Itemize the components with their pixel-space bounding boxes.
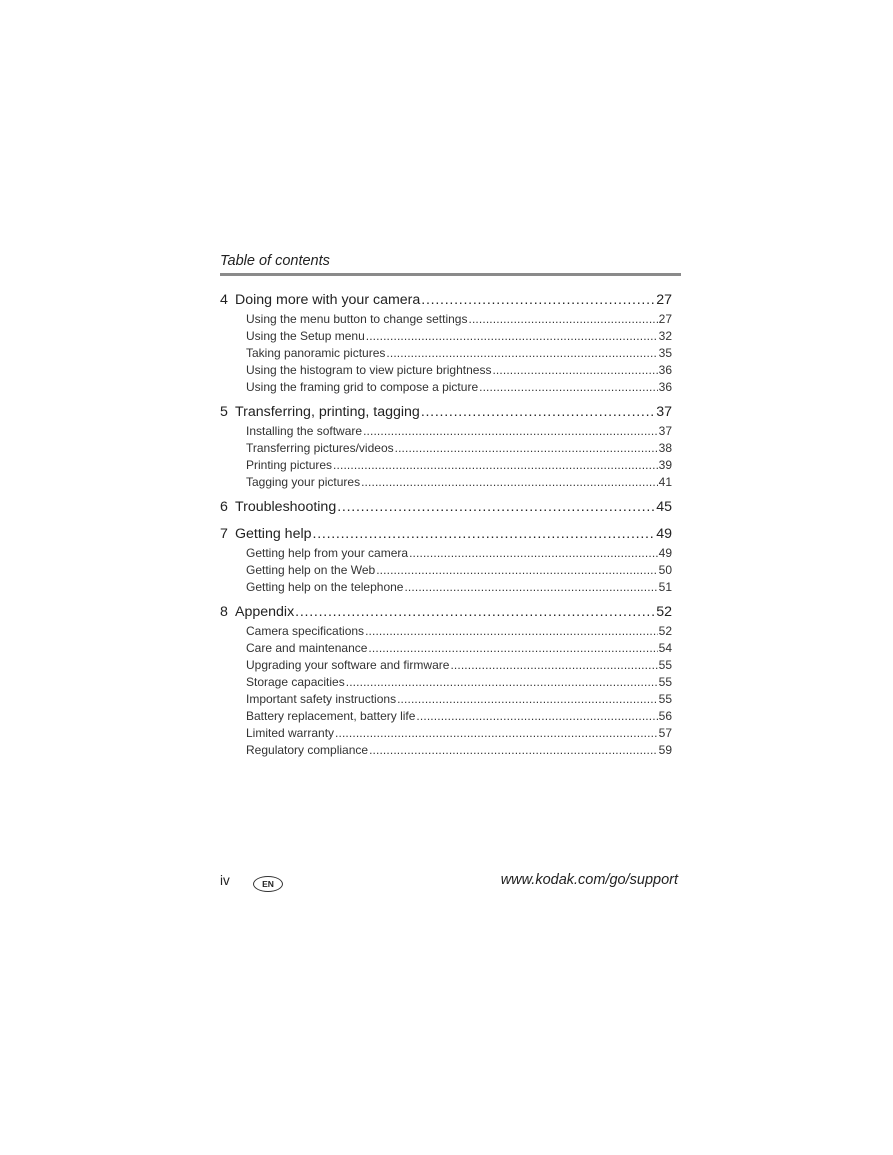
dot-leader — [376, 562, 657, 579]
dot-leader — [468, 311, 657, 328]
toc-section[interactable] — [246, 328, 672, 345]
dot-leader — [404, 579, 657, 596]
toc-section[interactable] — [246, 457, 672, 474]
language-badge: EN — [253, 876, 283, 892]
toc-section[interactable] — [246, 362, 672, 379]
section-title: Using the framing grid to compose a picture — [246, 380, 479, 394]
chapter-page-number: 49 — [656, 526, 672, 542]
dot-leader — [363, 423, 658, 440]
section-page-number: 32 — [658, 329, 672, 343]
toc-section[interactable] — [246, 423, 672, 440]
toc-section[interactable] — [246, 742, 672, 759]
dot-leader — [421, 290, 655, 311]
section-page-number: 41 — [658, 475, 672, 489]
chapter-label — [220, 402, 420, 423]
dot-leader — [369, 742, 658, 759]
dot-leader — [386, 345, 657, 362]
dot-leader — [335, 725, 658, 742]
table-of-contents — [220, 290, 672, 759]
section-page-number: 37 — [658, 424, 672, 438]
chapter-number: 5 — [220, 404, 228, 420]
toc-section[interactable] — [246, 657, 672, 674]
section-page-number: 55 — [658, 658, 672, 672]
section-page-number: 56 — [658, 709, 672, 723]
support-url[interactable]: www.kodak.com/go/support — [500, 872, 678, 888]
dot-leader — [365, 623, 658, 640]
dot-leader — [409, 545, 658, 562]
toc-section[interactable] — [246, 440, 672, 457]
section-title: Important safety instructions — [246, 692, 397, 706]
dot-leader — [416, 708, 657, 725]
chapter-title: Doing more with your camera — [235, 292, 421, 308]
section-title: Camera specifications — [246, 624, 365, 638]
section-page-number: 36 — [658, 380, 672, 394]
toc-section[interactable] — [246, 311, 672, 328]
chapter-number: 4 — [220, 292, 228, 308]
section-page-number: 52 — [658, 624, 672, 638]
section-title: Care and maintenance — [246, 641, 368, 655]
section-page-number: 27 — [658, 312, 672, 326]
dot-leader — [313, 524, 656, 545]
footer-page-number: iv — [220, 873, 230, 888]
toc-section[interactable] — [246, 674, 672, 691]
dot-leader — [395, 440, 658, 457]
section-title: Regulatory compliance — [246, 743, 369, 757]
toc-section[interactable] — [246, 562, 672, 579]
toc-chapter-7[interactable] — [220, 524, 672, 545]
header-title: Table of contents — [220, 253, 330, 269]
toc-section[interactable] — [246, 640, 672, 657]
section-title: Getting help from your camera — [246, 546, 409, 560]
chapter-label — [220, 290, 420, 311]
section-page-number: 59 — [658, 743, 672, 757]
section-title: Using the Setup menu — [246, 329, 365, 343]
dot-leader — [361, 474, 658, 491]
dot-leader — [366, 328, 658, 345]
chapter-page-number: 27 — [656, 292, 672, 308]
toc-chapter-6[interactable] — [220, 497, 672, 518]
section-title: Installing the software — [246, 424, 363, 438]
section-title: Tagging your pictures — [246, 475, 361, 489]
toc-section[interactable] — [246, 545, 672, 562]
toc-section[interactable] — [246, 345, 672, 362]
dot-leader — [397, 691, 658, 708]
chapter-label — [220, 602, 294, 623]
chapter-title: Getting help — [235, 526, 312, 542]
section-page-number: 38 — [658, 441, 672, 455]
toc-section[interactable] — [246, 579, 672, 596]
toc-section[interactable] — [246, 708, 672, 725]
toc-chapter-4[interactable] — [220, 290, 672, 311]
chapter-number: 8 — [220, 604, 228, 620]
chapter-title: Transferring, printing, tagging — [235, 404, 420, 420]
toc-section[interactable] — [246, 474, 672, 491]
section-page-number: 50 — [658, 563, 672, 577]
chapter-title: Troubleshooting — [235, 499, 337, 515]
section-page-number: 39 — [658, 458, 672, 472]
header-rule — [220, 273, 681, 276]
section-page-number: 54 — [658, 641, 672, 655]
section-title: Storage capacities — [246, 675, 345, 689]
dot-leader — [450, 657, 657, 674]
section-title: Printing pictures — [246, 458, 333, 472]
chapter-page-number: 37 — [656, 404, 672, 420]
chapter-label — [220, 497, 336, 518]
chapter-page-number: 45 — [656, 499, 672, 515]
section-page-number: 35 — [658, 346, 672, 360]
section-title: Battery replacement, battery life — [246, 709, 416, 723]
section-title: Using the histogram to view picture brightness — [246, 363, 492, 377]
dot-leader — [479, 379, 658, 396]
toc-section[interactable] — [246, 691, 672, 708]
section-title: Transferring pictures/videos — [246, 441, 394, 455]
toc-chapter-5[interactable] — [220, 402, 672, 423]
chapter-title: Appendix — [235, 604, 295, 620]
dot-leader — [295, 602, 655, 623]
chapter-number: 7 — [220, 526, 228, 542]
section-title: Getting help on the Web — [246, 563, 376, 577]
section-title: Upgrading your software and firmware — [246, 658, 450, 672]
toc-section[interactable] — [246, 623, 672, 640]
section-page-number: 36 — [658, 363, 672, 377]
section-page-number: 51 — [658, 580, 672, 594]
section-page-number: 57 — [658, 726, 672, 740]
section-title: Limited warranty — [246, 726, 335, 740]
section-page-number: 55 — [658, 692, 672, 706]
toc-chapter-8[interactable] — [220, 602, 672, 623]
section-title: Getting help on the telephone — [246, 580, 404, 594]
dot-leader — [421, 402, 655, 423]
dot-leader — [368, 640, 657, 657]
section-page-number: 55 — [658, 675, 672, 689]
chapter-number: 6 — [220, 499, 228, 515]
section-title: Using the menu button to change settings — [246, 312, 468, 326]
dot-leader — [492, 362, 657, 379]
section-page-number: 49 — [658, 546, 672, 560]
dot-leader — [346, 674, 658, 691]
dot-leader — [337, 497, 655, 518]
chapter-label — [220, 524, 312, 545]
toc-section[interactable] — [246, 379, 672, 396]
dot-leader — [333, 457, 658, 474]
toc-section[interactable] — [246, 725, 672, 742]
section-title: Taking panoramic pictures — [246, 346, 386, 360]
chapter-page-number: 52 — [656, 604, 672, 620]
